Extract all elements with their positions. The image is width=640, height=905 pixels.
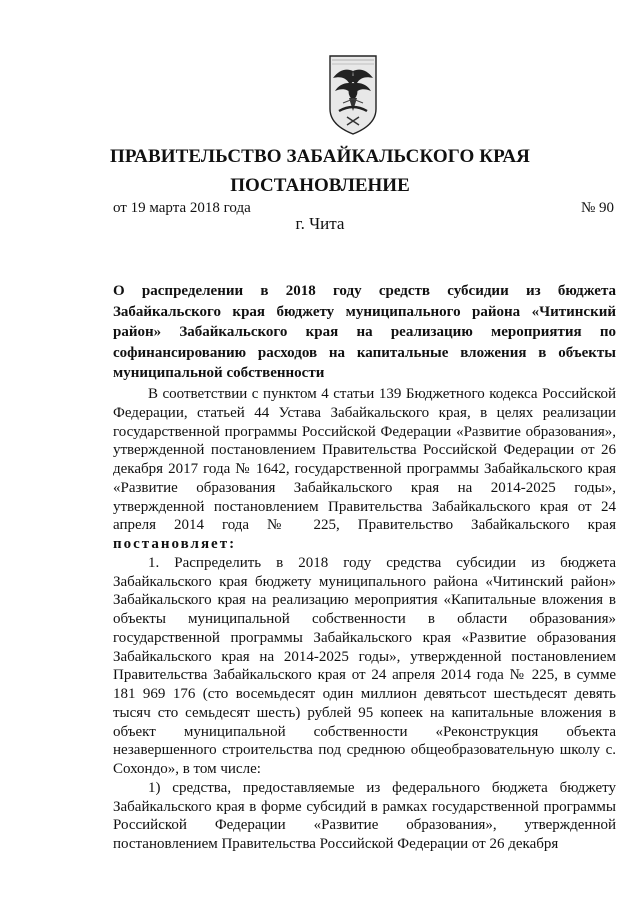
document-date: от 19 марта 2018 года	[113, 200, 251, 216]
item-1-paragraph: 1. Распределить в 2018 году средства субсидии из бюджета Забайкальского края бюджету муниципального района «Читинский район» Забайкальского края на реализацию мероприятия «Капитальные вложения в объекты муниципальной собственности в области образования» государственной программы Забайкальского края «Развитие образования Забайкальского края на 2014-2025 годы», утвержденной постановлением Правительства Забайкальского края от 24 апреля 2014 года № 225, в сумме 181 969 176 (сто восемьдесят один миллион девятьсот шестьдесят девять тысяч сто семьдесят шесть) рублей 95 копеек на капитальные вложения в объект муниципальной собственности «Реконструкция объекта незавершенного строительства под среднюю общеобразовательную школу с. Сохондо», в том числе:	[113, 554, 616, 777]
coat-of-arms-emblem	[327, 53, 379, 137]
preamble-text: В соответствии с пунктом 4 статьи 139 Бюджетного кодекса Российской Федерации, статьей 44 Устава Забайкальского края, в целях реализации государственной программы Российской Федерации «Развитие образования», утвержденной постановлением Правительства Российской Федерации от 26 декабря 2017 года № 1642, государственной программы Забайкальского края «Развитие образования Забайкальского края на 2014-2025 годы», утвержденной постановлением Правительства Забайкальского края от 24 апреля 2014 года № 225, Правительство Забайкальского края	[113, 386, 616, 534]
document-type: ПОСТАНОВЛЕНИЕ	[230, 175, 410, 196]
document-body	[113, 385, 616, 854]
document-city: г. Чита	[295, 214, 345, 233]
preamble-paragraph	[113, 385, 616, 554]
resolves-keyword: постановляет:	[113, 536, 237, 552]
government-title: ПРАВИТЕЛЬСТВО ЗАБАЙКАЛЬСКОГО КРАЯ	[109, 146, 530, 167]
document-heading: О распределении в 2018 году средств субсидии из бюджета Забайкальского края бюджету муниципального района «Читинский район» Забайкальского края на реализацию мероприятия по софинансированию расходов на капитальные вложения в объекты муниципальной собственности	[113, 283, 616, 381]
document-number: № 90	[580, 200, 614, 216]
item-1-1-paragraph: 1) средства, предоставляемые из федерального бюджета бюджету Забайкальского края в форме субсидий в рамках государственной программы Российской Федерации «Развитие образования», утвержденной постановлением Правительства Российской Федерации от 26 декабря	[113, 779, 616, 852]
